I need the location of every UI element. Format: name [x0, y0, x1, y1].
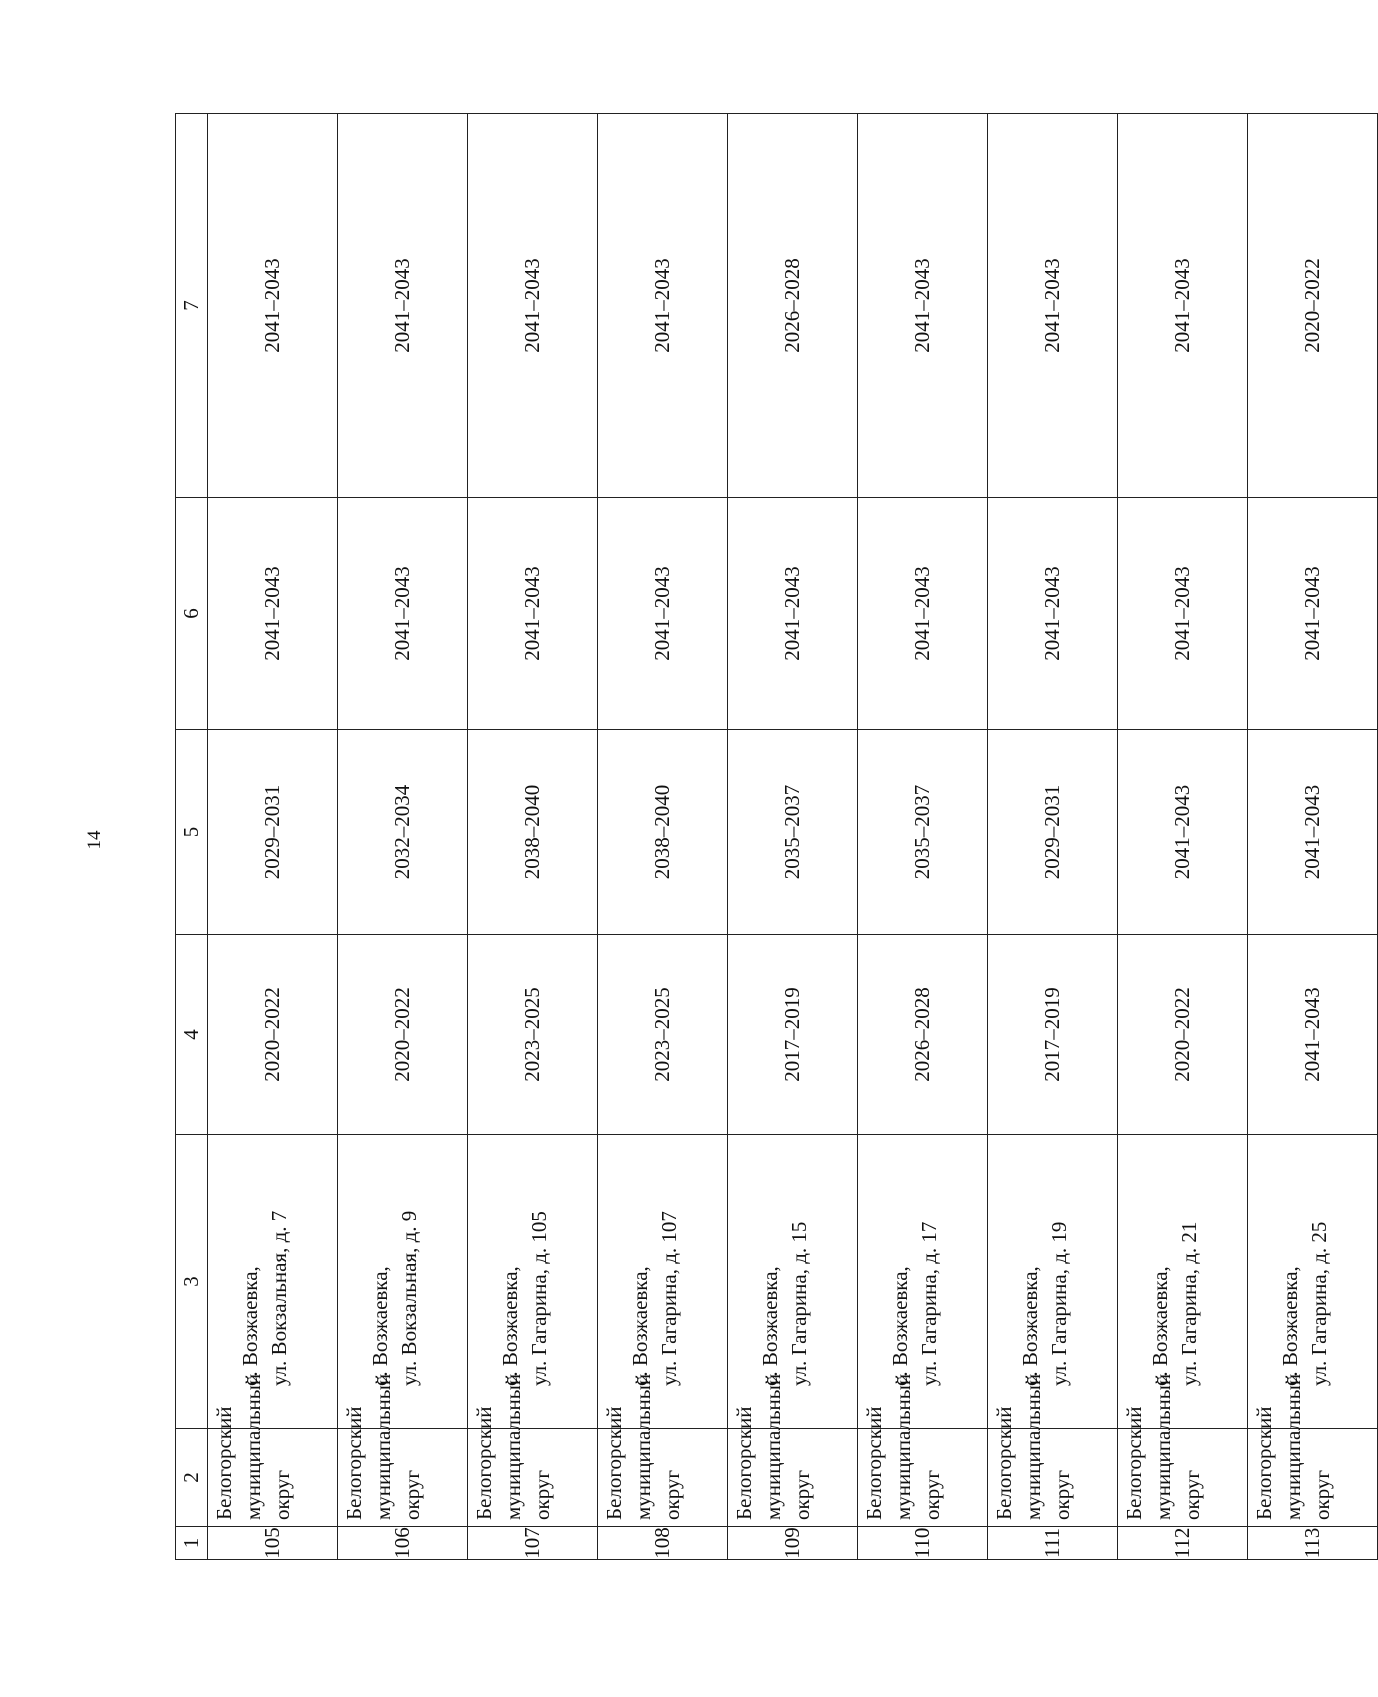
address-line: ул. Вокзальная, д. 7	[267, 1210, 291, 1386]
address-cell	[728, 1135, 858, 1429]
header-col-5: 5	[176, 730, 208, 935]
period-cell-p4: 2017–2019	[988, 935, 1118, 1135]
district-cell	[338, 1373, 468, 1527]
period-cell-p5: 2038–2040	[598, 730, 728, 935]
district-line: муниципальный	[241, 1373, 265, 1520]
district-line: муниципальный	[501, 1373, 525, 1520]
address-cell	[988, 1135, 1118, 1429]
table-row	[598, 114, 728, 1560]
header-col-2: 2	[176, 1429, 208, 1527]
period-cell-p4: 2020–2022	[338, 935, 468, 1135]
row-number: 113	[1248, 1527, 1378, 1560]
address-cell	[468, 1135, 598, 1429]
row-number: 110	[858, 1527, 988, 1560]
address-line: ул. Гагарина, д. 25	[1307, 1221, 1331, 1386]
address-line: с. Возжаевка,	[1148, 1266, 1172, 1386]
address-line: с. Возжаевка,	[628, 1266, 652, 1386]
address-line: ул. Гагарина, д. 105	[527, 1211, 551, 1386]
district-line: Белогорский	[472, 1406, 496, 1520]
period-cell-p5: 2035–2037	[728, 730, 858, 935]
district-line: Белогорский	[212, 1406, 236, 1520]
address-line: с. Возжаевка,	[888, 1266, 912, 1386]
address-cell	[598, 1135, 728, 1429]
period-cell-p5: 2041–2043	[1248, 730, 1378, 935]
period-cell-p5: 2038–2040	[468, 730, 598, 935]
header-col-4: 4	[176, 935, 208, 1135]
period-cell-p7: 2041–2043	[1118, 114, 1248, 498]
address-line: с. Возжаевка,	[1018, 1266, 1042, 1386]
district-line: муниципальный	[891, 1373, 915, 1520]
district-line: муниципальный	[1151, 1373, 1175, 1520]
address-cell	[1118, 1135, 1248, 1429]
period-cell-p7: 2026–2028	[728, 114, 858, 498]
header-col-6: 6	[176, 498, 208, 730]
address-line: ул. Гагарина, д. 15	[787, 1221, 811, 1386]
district-line: муниципальный	[1281, 1373, 1305, 1520]
period-cell-p7: 2041–2043	[598, 114, 728, 498]
period-cell-p5: 2029–2031	[988, 730, 1118, 935]
address-line: с. Возжаевка,	[758, 1266, 782, 1386]
address-line: ул. Гагарина, д. 21	[1177, 1221, 1201, 1386]
district-line: Белогорский	[992, 1406, 1016, 1520]
period-cell-p6: 2041–2043	[728, 498, 858, 730]
district-cell	[1248, 1373, 1378, 1527]
district-line: округ	[270, 1469, 294, 1520]
district-line: Белогорский	[862, 1406, 886, 1520]
row-number: 108	[598, 1527, 728, 1560]
period-cell-p6: 2041–2043	[988, 498, 1118, 730]
row-number: 111	[988, 1527, 1118, 1560]
period-cell-p6: 2041–2043	[1118, 498, 1248, 730]
period-cell-p7: 2020–2022	[1248, 114, 1378, 498]
period-cell-p5: 2029–2031	[208, 730, 338, 935]
address-line: с. Возжаевка,	[368, 1266, 392, 1386]
header-col-3: 3	[176, 1135, 208, 1429]
address-cell	[338, 1135, 468, 1429]
address-line: ул. Вокзальная, д. 9	[397, 1210, 421, 1386]
address-cell	[858, 1135, 988, 1429]
table-row	[1248, 114, 1378, 1560]
table-row	[468, 114, 598, 1560]
table-row	[858, 114, 988, 1560]
period-cell-p4: 2020–2022	[1118, 935, 1248, 1135]
district-cell	[468, 1373, 598, 1527]
page-number: 14	[84, 830, 105, 850]
header-col-1: 1	[176, 1527, 208, 1560]
district-line: муниципальный	[631, 1373, 655, 1520]
period-cell-p4: 2023–2025	[468, 935, 598, 1135]
table-row	[728, 114, 858, 1560]
period-cell-p6: 2041–2043	[468, 498, 598, 730]
period-cell-p7: 2041–2043	[988, 114, 1118, 498]
row-number: 106	[338, 1527, 468, 1560]
period-cell-p5: 2032–2034	[338, 730, 468, 935]
header-row	[176, 114, 208, 1560]
district-cell	[1118, 1373, 1248, 1527]
period-cell-p6: 2041–2043	[858, 498, 988, 730]
district-line: округ	[920, 1469, 944, 1520]
period-cell-p5: 2035–2037	[858, 730, 988, 935]
period-cell-p6: 2041–2043	[208, 498, 338, 730]
period-cell-p6: 2041–2043	[598, 498, 728, 730]
schedule-table	[175, 113, 1378, 1560]
table-row	[208, 114, 338, 1560]
district-line: Белогорский	[342, 1406, 366, 1520]
district-line: Белогорский	[602, 1406, 626, 1520]
district-cell	[988, 1373, 1118, 1527]
district-line: Белогорский	[732, 1406, 756, 1520]
row-number: 109	[728, 1527, 858, 1560]
table-row	[988, 114, 1118, 1560]
district-cell	[728, 1373, 858, 1527]
district-line: муниципальный	[761, 1373, 785, 1520]
address-line: ул. Гагарина, д. 107	[657, 1211, 681, 1386]
district-line: Белогорский	[1252, 1406, 1276, 1520]
period-cell-p4: 2020–2022	[208, 935, 338, 1135]
district-line: округ	[790, 1469, 814, 1520]
period-cell-p4: 2041–2043	[1248, 935, 1378, 1135]
district-cell	[598, 1373, 728, 1527]
period-cell-p7: 2041–2043	[858, 114, 988, 498]
period-cell-p4: 2017–2019	[728, 935, 858, 1135]
address-line: с. Возжаевка,	[1278, 1266, 1302, 1386]
address-line: ул. Гагарина, д. 17	[917, 1221, 941, 1386]
district-line: муниципальный	[1021, 1373, 1045, 1520]
row-number: 107	[468, 1527, 598, 1560]
address-cell	[1248, 1135, 1378, 1429]
header-col-7: 7	[176, 114, 208, 498]
period-cell-p6: 2041–2043	[1248, 498, 1378, 730]
address-line: ул. Гагарина, д. 19	[1047, 1221, 1071, 1386]
district-line: округ	[1310, 1469, 1334, 1520]
period-cell-p6: 2041–2043	[338, 498, 468, 730]
address-cell	[208, 1135, 338, 1429]
address-line: с. Возжаевка,	[238, 1266, 262, 1386]
district-line: округ	[400, 1469, 424, 1520]
district-line: округ	[660, 1469, 684, 1520]
district-line: округ	[1180, 1469, 1204, 1520]
district-cell	[858, 1373, 988, 1527]
rotated-table-frame	[175, 114, 1334, 1560]
district-line: округ	[530, 1469, 554, 1520]
district-line: Белогорский	[1122, 1406, 1146, 1520]
period-cell-p7: 2041–2043	[468, 114, 598, 498]
period-cell-p4: 2026–2028	[858, 935, 988, 1135]
period-cell-p7: 2041–2043	[338, 114, 468, 498]
row-number: 105	[208, 1527, 338, 1560]
table-row	[338, 114, 468, 1560]
address-line: с. Возжаевка,	[498, 1266, 522, 1386]
period-cell-p5: 2041–2043	[1118, 730, 1248, 935]
table-wrapper	[175, 114, 1334, 1560]
period-cell-p4: 2023–2025	[598, 935, 728, 1135]
district-line: муниципальный	[371, 1373, 395, 1520]
period-cell-p7: 2041–2043	[208, 114, 338, 498]
row-number: 112	[1118, 1527, 1248, 1560]
district-cell	[208, 1373, 338, 1527]
table-row	[1118, 114, 1248, 1560]
district-line: округ	[1050, 1469, 1074, 1520]
